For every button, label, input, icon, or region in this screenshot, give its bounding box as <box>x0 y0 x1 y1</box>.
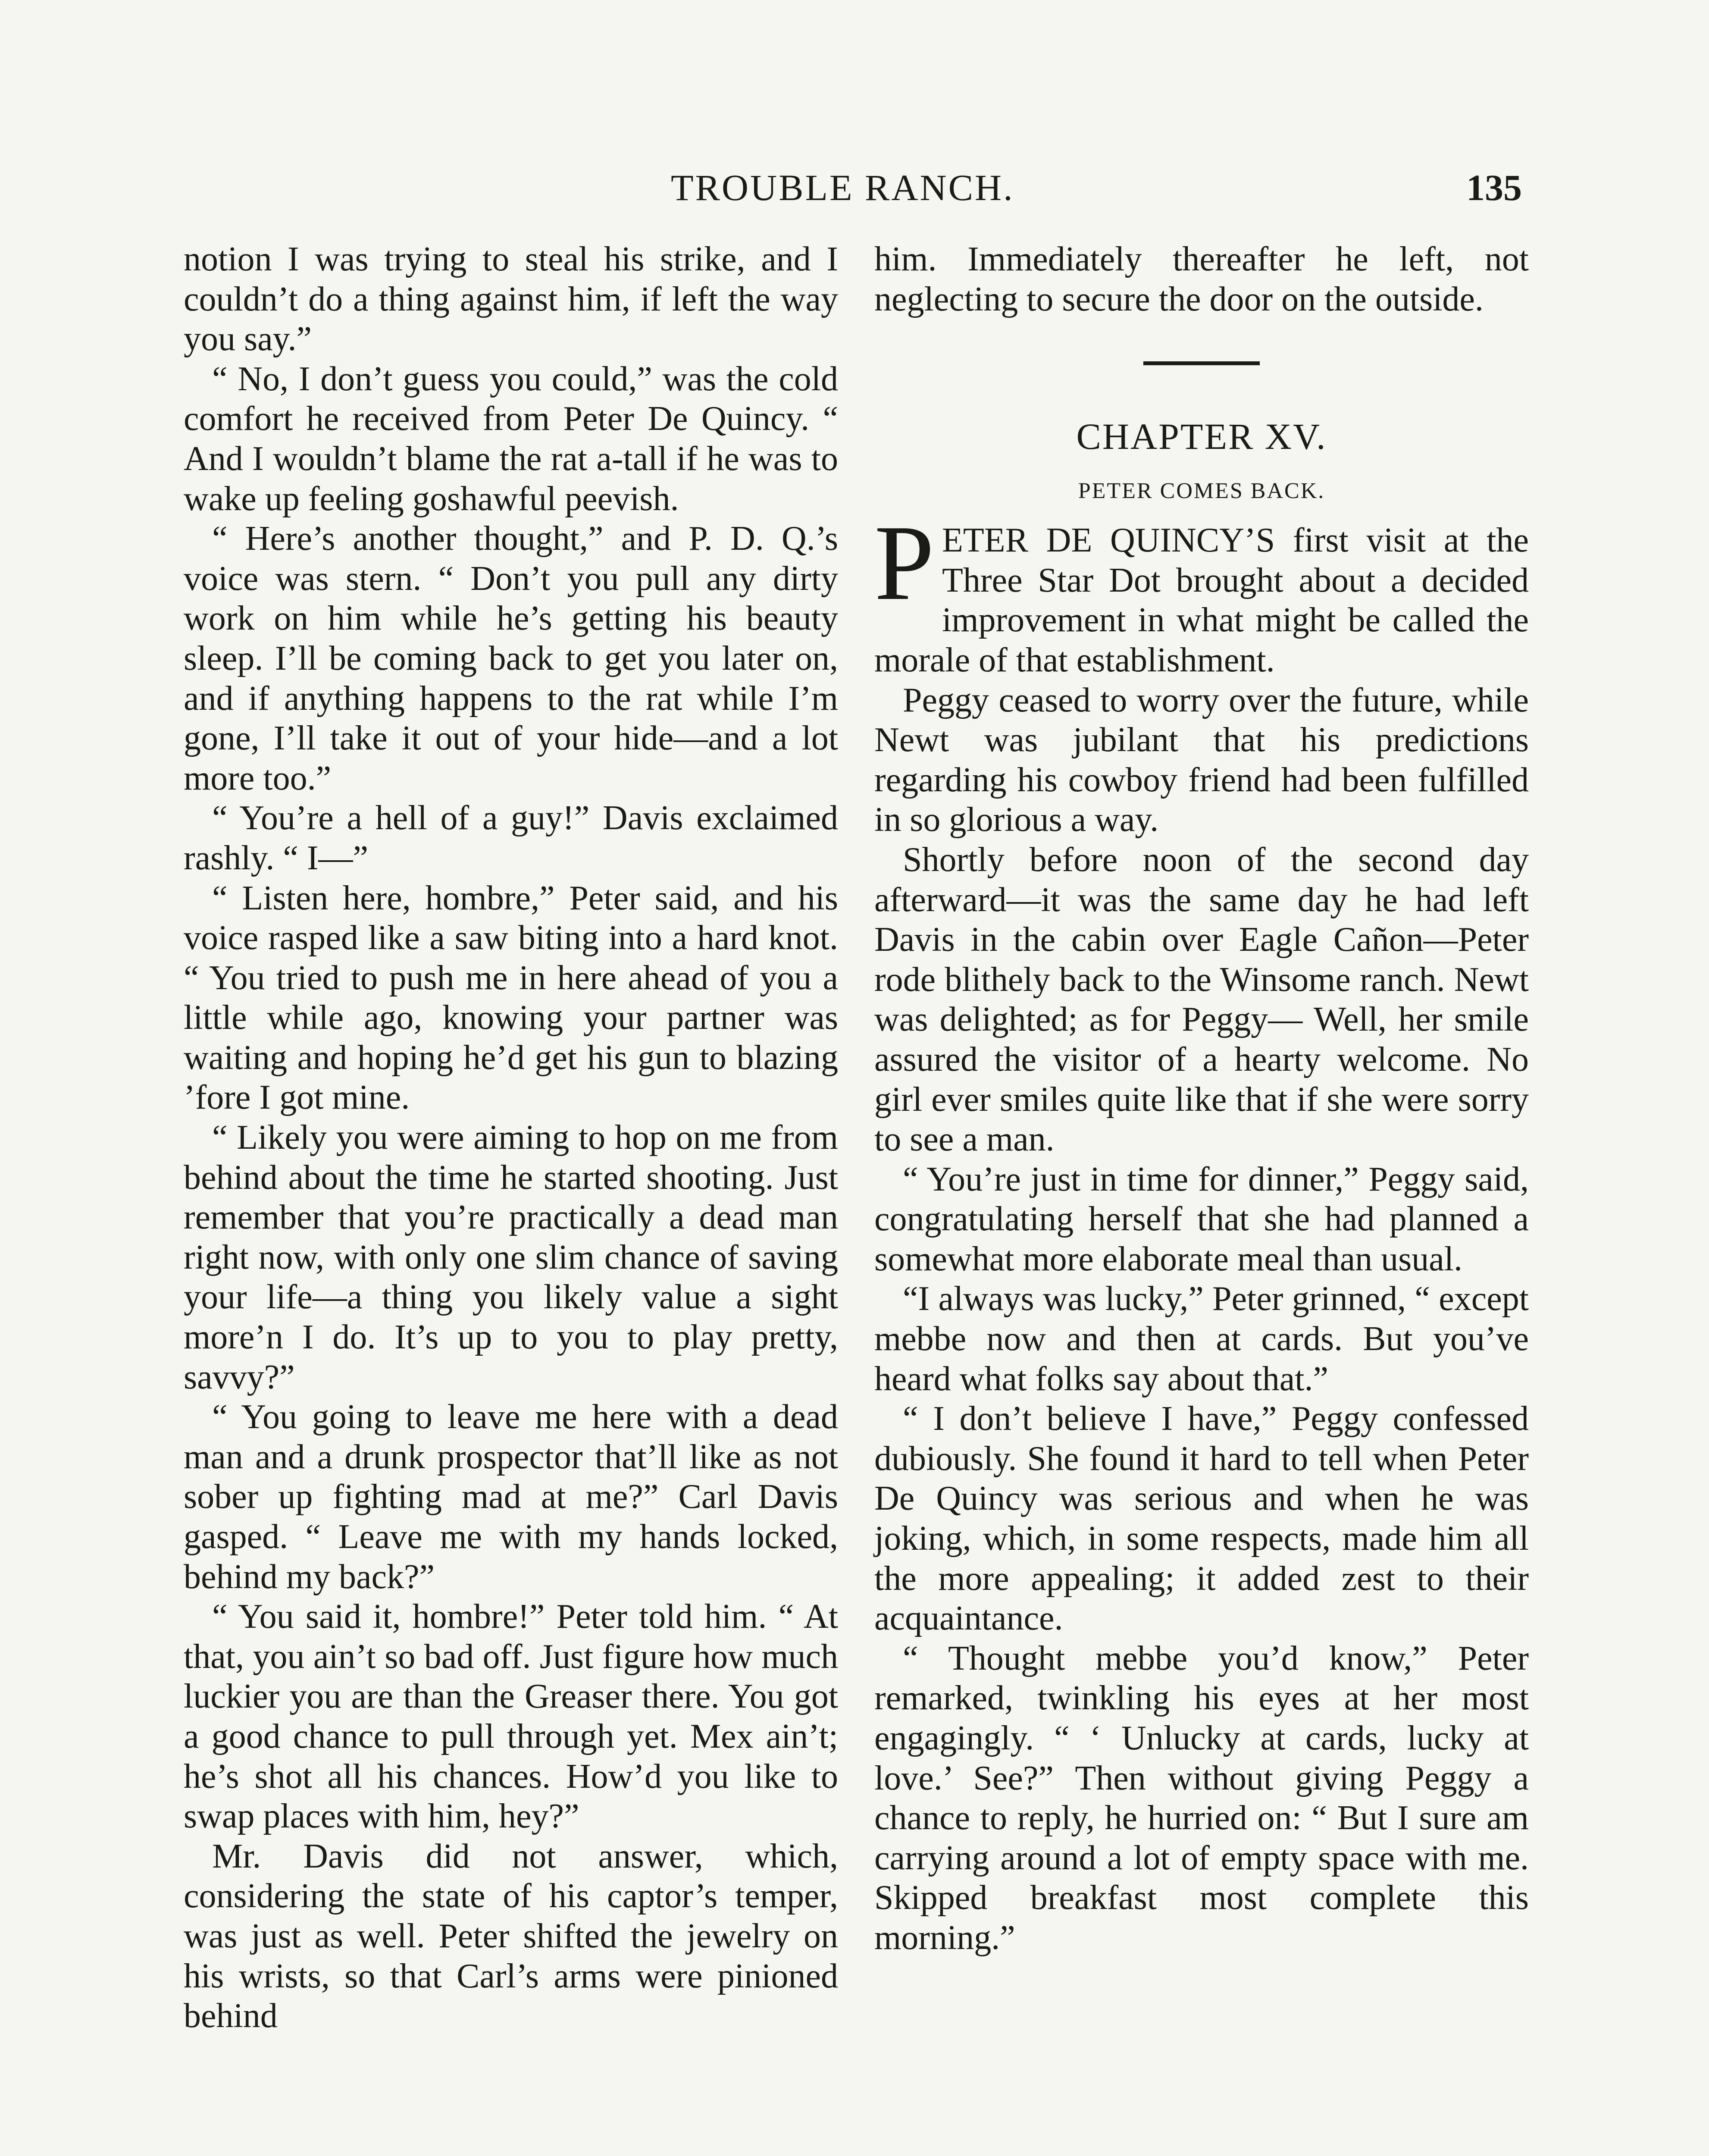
opening-text: ETER DE QUINCY’S first visit at the Three Star Dot brought about a decided improvement in what might be called the morale of that establishment. <box>874 521 1529 679</box>
paragraph: “ You going to leave me here with a dead man and a drunk prospector that’ll like as not sober up fighting mad at me?” Carl Davis gasped. “ Leave me with my hands locked, behind my back?” <box>184 1398 838 1596</box>
opening-paragraph <box>874 503 1529 680</box>
chapter-title: CHAPTER XV. <box>1076 416 1327 458</box>
right-column <box>874 239 1529 1958</box>
paragraph: “ You’re just in time for dinner,” Peggy said, congratulating herself that she had planned a somewhat more elaborate meal than usual. <box>874 1160 1529 1278</box>
paragraph: “ You said it, hombre!” Peter told him. “ At that, you ain’t so bad off. Just figure how much luckier you are than the Greaser there. You got a good chance to pull through yet. Mex ain’t; he’s shot all his chances. How’d you like to swap places with him, hey?” <box>184 1598 838 1836</box>
paragraph: him. Immediately thereafter he left, not neglecting to secure the door on the outside. <box>874 240 1529 318</box>
paragraph: “ Listen here, hombre,” Peter said, and his voice rasped like a saw biting into a hard knot. “ You tried to push me in here ahead of you a little while ago, knowing your partner was waiting and hoping he’d get his gun to blazing ’fore I got mine. <box>184 879 838 1117</box>
paragraph: “ No, I don’t guess you could,” was the cold comfort he received from Peter De Quincy. “ And I wouldn’t blame the rat a-tall if he was to wake up feeling goshawful peevish. <box>184 360 838 518</box>
paragraph: Shortly before noon of the second day afterward—it was the same day he had left Davis in the cabin over Eagle Cañon—Peter rode blithely back to the Winsome ranch. Newt was delighted; as for Peggy— Well, her smile assured the visitor of a hearty welcome. No girl ever smiles quite like that if she were sorry to see a man. <box>874 840 1529 1159</box>
paragraph: “I always was lucky,” Peter grinned, “ except mebbe now and then at cards. But you’ve heard what folks say about that.” <box>874 1280 1529 1398</box>
drop-cap: P <box>874 503 935 623</box>
page-number: 135 <box>1466 167 1522 208</box>
chapter-subtitle: PETER COMES BACK. <box>1078 479 1325 504</box>
paragraph: “ Here’s another thought,” and P. D. Q.’s voice was stern. “ Don’t you pull any dirty work on him while he’s getting his beauty sleep. I’ll be coming back to get you later on, and if anything happens to the rat while I’m gone, I’ll take it out of your hide—and a lot more too.” <box>184 520 838 797</box>
paragraph: “ I don’t believe I have,” Peggy confessed dubiously. She found it hard to tell when Peter De Quincy was serious and when he was joking, which, in some respects, made him all the more appealing; it added zest to their acquaintance. <box>874 1400 1529 1638</box>
left-column <box>184 239 838 2036</box>
section-divider <box>1143 361 1260 365</box>
paragraph: “ Likely you were aiming to hop on me from behind about the time he started shooting. Just remember that you’re practically a dead man right now, with only one slim chance of saving your life—a thing you likely value a sight more’n I do. It’s up to you to play pretty, savvy?” <box>184 1119 838 1396</box>
page-header <box>184 164 1522 211</box>
paragraph: Peggy ceased to worry over the future, while Newt was jubilant that his predictions regarding his cowboy friend had been fulfilled in so glorious a way. <box>874 681 1529 839</box>
paragraph: Mr. Davis did not answer, which, considering the state of his captor’s temper, was just as well. Peter shifted the jewelry on his wrists, so that Carl’s arms were pinioned behind <box>184 1837 838 2035</box>
paragraph: “ Thought mebbe you’d know,” Peter remarked, twinkling his eyes at her most engagingly. “ ‘ Unlucky at cards, lucky at love.’ See?” Then without giving Peggy a chance to reply, he hurried on: “ But I sure am carrying around a lot of empty space with me. Skipped breakfast most complete this morning.” <box>874 1639 1529 1957</box>
paragraph: “ You’re a hell of a guy!” Davis exclaimed rashly. “ I—” <box>184 799 838 877</box>
paragraph: notion I was trying to steal his strike, and I couldn’t do a thing against him, if left the way you say.” <box>184 240 838 358</box>
running-title: TROUBLE RANCH. <box>671 167 1014 208</box>
